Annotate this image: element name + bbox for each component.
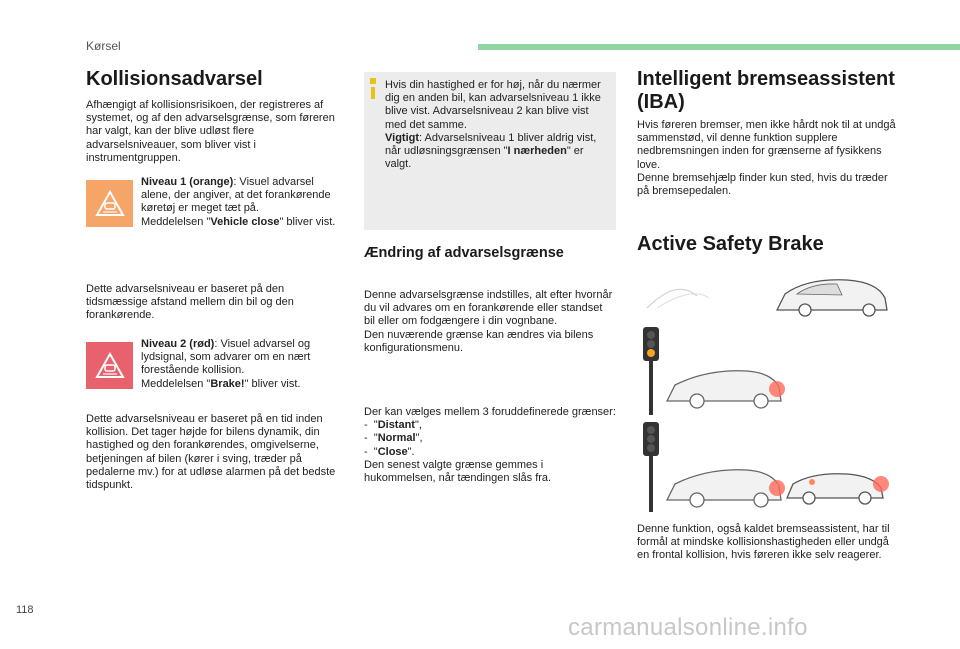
info-close-setting: I nærheden <box>507 145 567 158</box>
info-text-end: " er valgt. <box>385 145 584 171</box>
asb-paragraph: Denne funktion, også kaldet bremseassistent, har til formål at mindske kollisionshastigheden eller undgå en frontal kollision, hvis føreren ikke selv reagerer. <box>637 523 890 562</box>
info-icon <box>370 78 376 84</box>
level2-message: Brake! <box>210 377 245 390</box>
info-icon-bar <box>371 87 375 99</box>
intro-paragraph: Afhængigt af kollisionsrisikoen, der registreres af systemet, og af den advarselsgrænse, som føreren har valgt, kan der blive udløst flere advarselsniveauer, som bliver vist i instrumentgruppen. <box>86 99 335 164</box>
iba-title-line2: (IBA) <box>637 91 685 113</box>
level2-text: : Visuel advarsel og lydsignal, som advarer om en nært forestående kollision. <box>141 338 311 377</box>
level1-message: Vehicle close <box>210 215 280 228</box>
info-text <box>385 79 607 171</box>
red-warning-icon <box>86 342 133 389</box>
motion-lines <box>647 289 697 308</box>
threshold-options-paragraph: Der kan vælges mellem 3 foruddefinerede grænser: - "Distant", - "Normal", - "Close". Den senest valgte grænse gemmes i hukommelsen, når tændingen slås fra. <box>364 406 616 485</box>
threshold-para1b: Den nuværende grænse kan ændres via bilens konfigurationsmenu. <box>364 328 594 354</box>
option-distant: Distant <box>377 419 415 432</box>
option-normal: Normal <box>377 432 416 445</box>
asb-title: Active Safety Brake <box>637 233 824 255</box>
iba-paragraph <box>637 119 899 198</box>
level2-paragraph <box>141 338 336 391</box>
sensor-glow <box>769 381 785 397</box>
section-header: Kørsel <box>86 39 121 53</box>
orange-warning-icon <box>86 180 133 227</box>
threshold-section-title: Ændring af advarselsgrænse <box>364 245 564 261</box>
asb-illustration-3 <box>637 420 895 512</box>
info-text-main: Hvis din hastighed er for høj, når du nærmer dig en anden bil, kan advarselsniveau 1 ikke blive vist. Advarselsniveau 2 kan blive vist med det samme. <box>385 79 601 131</box>
info-important-label: Vigtigt <box>385 131 420 144</box>
threshold-paragraph <box>364 289 616 355</box>
threshold-para1: Denne advarselsgrænse indstilles, alt efter hvornår du vil advares om en forankørende eller standset bil eller om fodgængere i din vognbane. <box>364 289 613 328</box>
level2-after-paragraph: Dette advarselsniveau er baseret på en tid inden kollision. Det tager højde for bilens dynamik, din hastighed og den forankørendes, omgivelserne, betjeningen af bilen (kører i sving, træder på pedalerne mv.) for at udløse alarmen på det bedste tidspunkt. <box>86 413 336 492</box>
level1-heading: Niveau 1 (orange) <box>141 176 234 188</box>
header-accent-bar <box>478 44 960 50</box>
iba-title <box>637 68 917 114</box>
asb-illustration-1 <box>637 268 895 318</box>
level1-paragraph <box>141 176 336 229</box>
page-title: Kollisionsadvarsel <box>86 68 263 90</box>
watermark: carmanualsonline.info <box>568 614 808 641</box>
threshold-options-intro: Der kan vælges mellem 3 foruddefinerede grænser: <box>364 406 616 418</box>
info-important-text: : Advarselsniveau 1 bliver aldrig vist, når udløsningsgrænsen " <box>385 131 597 158</box>
option-close: Close <box>377 445 408 458</box>
level2-msg-suffix: " bliver vist. <box>244 377 301 390</box>
asb-illustration-2 <box>637 325 895 415</box>
page-number: 118 <box>16 604 34 616</box>
level1-msg-suffix: " bliver vist. <box>279 215 336 228</box>
level2-msg-prefix: Meddelelsen " <box>141 377 211 390</box>
level1-msg-prefix: Meddelelsen " <box>141 215 211 228</box>
level1-text: : Visuel advarsel alene, der angiver, at det forankørende køretøj er meget tæt på. <box>141 176 331 215</box>
level1-after-paragraph: Dette advarselsniveau er baseret på den tidsmæssige afstand mellem din bil og den forankørende. <box>86 283 294 322</box>
iba-text2: Denne bremsehjælp finder kun sted, hvis du træder på bremsepedalen. <box>637 171 888 198</box>
level2-heading: Niveau 2 (rød) <box>141 338 215 350</box>
iba-text: Hvis føreren bremser, men ikke hårdt nok til at undgå sammenstød, vil denne funktion supplere nedbremsningen inden for grænserne af fysikkens love. <box>637 119 896 171</box>
threshold-memory-note: Den senest valgte grænse gemmes i hukommelsen, når tændingen slås fra. <box>364 458 552 485</box>
iba-title-line1: Intelligent bremseassistent <box>637 68 895 90</box>
